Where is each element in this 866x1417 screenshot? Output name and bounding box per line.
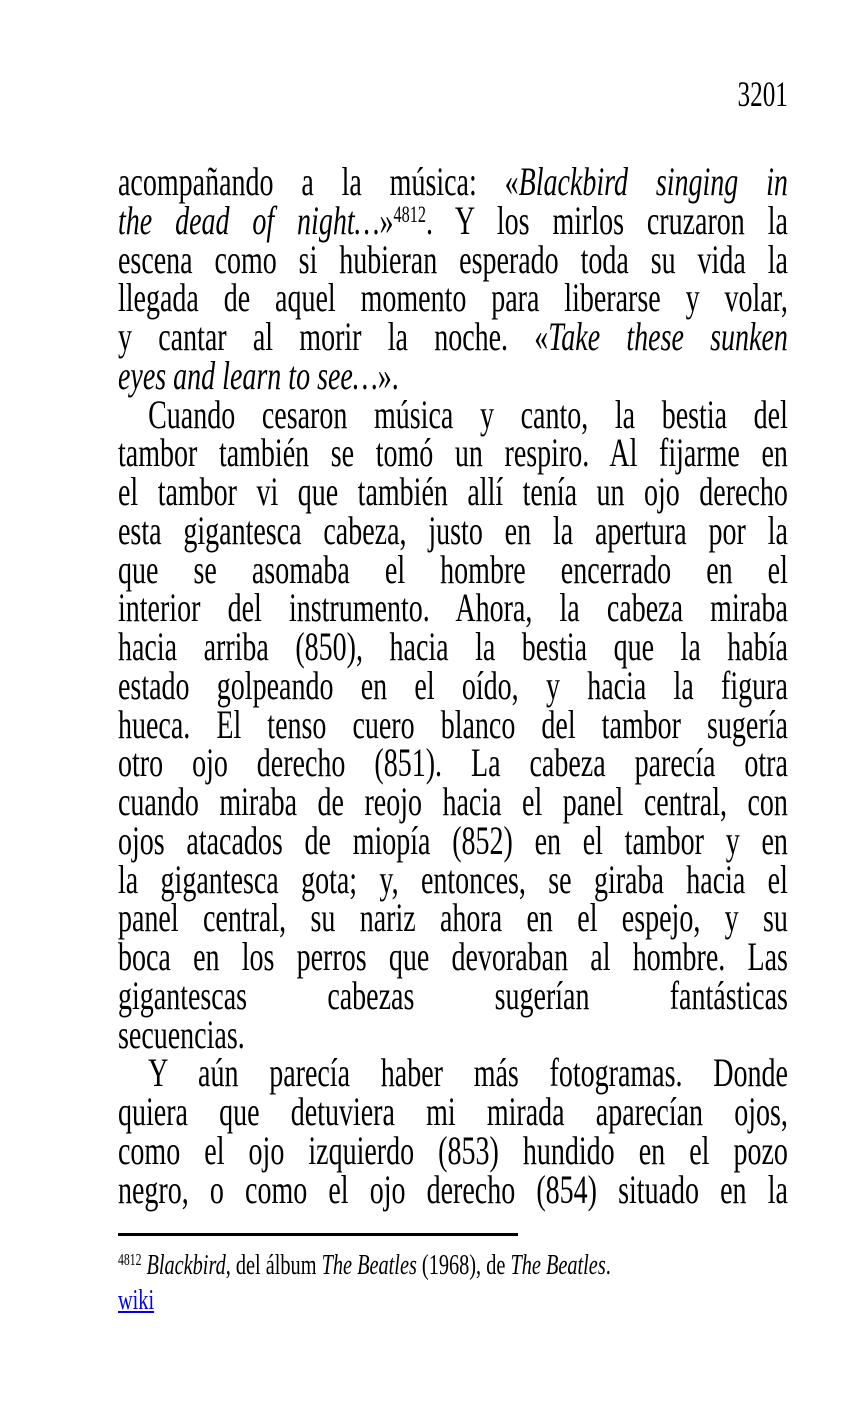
italic-text-segment: Blackbird singing in bbox=[518, 159, 788, 204]
text-segment: ». bbox=[377, 352, 399, 398]
text-segment: quiera que detuviera mi mirada aparecían ojos, bbox=[118, 1089, 788, 1134]
body-line bbox=[118, 546, 788, 592]
page-number: 3201 bbox=[737, 74, 788, 114]
body-line bbox=[118, 391, 788, 437]
text-segment: escena como si hubieran esperado toda su vida la bbox=[118, 236, 788, 282]
body-line bbox=[118, 701, 788, 747]
text-segment: tambor también se tomó un respiro. Al fijarme en bbox=[118, 430, 788, 476]
text-segment: el tambor vi que también allí tenía un ojo derecho bbox=[118, 469, 788, 514]
text-segment: y cantar al morir la noche. « bbox=[118, 314, 549, 359]
body-line bbox=[118, 197, 788, 243]
body-line bbox=[118, 817, 788, 863]
body-line bbox=[118, 314, 788, 359]
body-line bbox=[118, 1011, 788, 1057]
italic-text-segment: the dead of night… bbox=[118, 197, 380, 243]
text-segment: Cuando cesaron música y canto, la bestia del bbox=[148, 391, 788, 437]
page-body-text bbox=[118, 159, 788, 1212]
text-segment: (1968), de bbox=[416, 1249, 511, 1281]
text-segment: . bbox=[605, 1249, 611, 1281]
text-segment: . Y los mirlos cruzaron la bbox=[425, 197, 788, 243]
italic-text-segment: Blackbird bbox=[146, 1249, 226, 1281]
text-segment: hueca. El tenso cuero blanco del tambor sugería bbox=[118, 701, 788, 747]
body-line bbox=[118, 856, 788, 902]
body-line bbox=[118, 1127, 788, 1173]
text-segment: secuencias. bbox=[118, 1011, 245, 1057]
text-segment: gigantescas cabezas sugerían fantásticas bbox=[118, 972, 788, 1018]
body-line bbox=[118, 430, 788, 476]
text-segment: la gigantesca gota; y, entonces, se giraba hacia el bbox=[118, 856, 788, 902]
text-segment: como el ojo izquierdo (853) hundido en el pozo bbox=[118, 1127, 788, 1173]
italic-text-segment: The Beatles bbox=[321, 1249, 417, 1281]
text-segment: negro, o como el ojo derecho (854) situado en la bbox=[118, 1166, 788, 1212]
text-segment: llegada de aquel momento para liberarse y volar, bbox=[118, 275, 788, 321]
text-segment: acompañando a la música: « bbox=[118, 159, 519, 204]
body-line bbox=[118, 779, 788, 824]
body-line bbox=[118, 624, 788, 669]
text-segment: , del álbum bbox=[225, 1249, 322, 1281]
body-line bbox=[118, 972, 788, 1018]
body-line bbox=[118, 585, 788, 631]
text-segment: otro ojo derecho (851). La cabeza parecía otra bbox=[118, 740, 788, 786]
body-line bbox=[118, 352, 788, 398]
text-segment: ojos atacados de miopía (852) en el tambor y en bbox=[118, 817, 788, 863]
body-line bbox=[118, 275, 788, 321]
body-line bbox=[118, 1089, 788, 1134]
text-segment: interior del instrumento. Ahora, la cabeza miraba bbox=[118, 585, 788, 631]
text-segment: esta gigantesca cabeza, justo en la apertura por la bbox=[118, 507, 788, 553]
text-segment: hacia arriba (850), hacia la bestia que la había bbox=[118, 624, 788, 669]
italic-text-segment: The Beatles bbox=[510, 1249, 606, 1281]
body-line bbox=[118, 1166, 788, 1212]
footnote-link-line bbox=[118, 1283, 788, 1318]
body-line bbox=[118, 236, 788, 282]
footnote bbox=[118, 1248, 788, 1318]
text-segment: estado golpeando en el oído, y hacia la figura bbox=[118, 662, 788, 708]
text-segment: boca en los perros que devoraban al hombre. Las bbox=[118, 934, 788, 979]
body-line bbox=[118, 895, 788, 941]
body-line bbox=[118, 1050, 788, 1096]
body-line bbox=[118, 469, 788, 514]
body-line bbox=[118, 507, 788, 553]
text-segment: Y aún parecía haber más fotogramas. Donde bbox=[148, 1050, 788, 1096]
text-segment: que se asomaba el hombre encerrado en el bbox=[118, 546, 788, 592]
body-line bbox=[118, 740, 788, 786]
text-segment: panel central, su nariz ahora en el espejo, y su bbox=[118, 895, 788, 941]
body-line bbox=[118, 934, 788, 979]
body-line bbox=[118, 662, 788, 708]
italic-text-segment: Take these sunken bbox=[548, 314, 788, 359]
footnote-marker: 4812 bbox=[118, 1249, 142, 1269]
footnote-text bbox=[118, 1248, 788, 1283]
footnote-reference: 4812 bbox=[393, 201, 426, 228]
footnote-separator bbox=[118, 1233, 518, 1236]
text-segment: cuando miraba de reojo hacia el panel central, con bbox=[118, 779, 788, 824]
body-line bbox=[118, 159, 788, 204]
italic-text-segment: eyes and learn to see… bbox=[118, 352, 378, 398]
wiki-link[interactable]: wiki bbox=[118, 1284, 155, 1316]
footnote-citation bbox=[146, 1249, 610, 1281]
text-segment: » bbox=[379, 197, 394, 243]
